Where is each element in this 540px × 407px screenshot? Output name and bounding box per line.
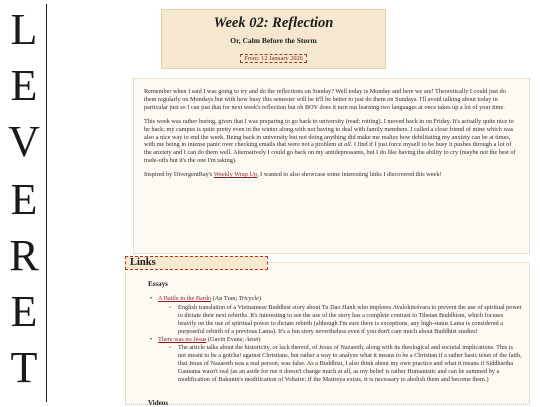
intro-paragraph [144,171,519,179]
intro-text: . I find if I just force myself to be busy it pushes through a lot of the anxiety and I can do them well. Alternatively I could go back on my antidepressants, but I do like having the ability to cry (maybe not the best of trade-offs but it's the one I'm taking). [144,141,516,165]
circle-bullet-icon: ◦ [169,303,172,311]
essays-heading: Essays [148,280,168,288]
intro-section [133,78,530,254]
circle-bullet-icon: ◦ [169,344,172,352]
essay-description-text: English translation of a Vietnamese Buddhist story about Tu Dao Hanh who implores Avalokiteśvara to prevent the use of spiritual power to dictate their next rebirths. It's interesting to see the use of the story has a complete contrast to Tibetan Buddhism, which focuses heavily on the use of spiritual power to dictate rebirth (although I'm sure there is exceptions, any high-status Lama is considered a purposeful rebirth of a previous Lama). It's a fun story nevertheless even if you don't care much about Buddhist studies! [178,303,522,335]
sidebar-divider [46,4,47,402]
essay-description [158,344,522,384]
post-header [161,9,386,69]
sidebar-letter: R [9,231,39,280]
list-item [150,295,522,336]
site-sidebar [0,0,50,405]
sidebar-letter: L [10,5,38,54]
list-item [150,336,522,384]
essay-link[interactable]: A Battle in the Bardo [158,295,212,302]
essay-author: (Gavin Evans; [206,335,246,343]
sidebar-letter: E [10,287,38,336]
videos-heading: Videos [148,399,168,407]
essay-source: Aeon [245,335,259,343]
post-date: From: 12 January 2026 [240,54,307,63]
essay-author-close: ) [258,295,261,302]
intro-paragraph: Remember when I said I was going to try and do the reflections on Sunday? Well today is Monday and here we are! Theoretically I could just do them regularly on Mondays but with how busy this semester will be it'll be better to just do them on Sundays. I'll avoid talking about today in particular just so I can just that for next week's reflection but oh BOY does it turn out learning two languages at once takes up a lot of your time. [144,88,506,111]
essay-link[interactable]: There was no Jesus [158,335,207,343]
weekly-wrap-up-link[interactable]: Weekly Wrap Up [213,171,258,179]
essay-author: (An Tran; [211,295,239,302]
essays-list [150,295,522,384]
intro-paragraph [144,118,519,165]
post-subtitle: Or, Calm Before the Storm [230,36,317,45]
essay-author-close: ) [258,335,261,343]
post-title: Week 02: Reflection [213,15,334,31]
essay-source: Tricycle [238,295,259,302]
sidebar-letter: E [10,61,38,110]
essay-description-text: The article talks about the historicity, or lack thereof, of Jesus of Nazareth, along with its theological and societal implications. This is not meant to be a gotcha! against Christians, but rather a way to analyze what it means to be a Christian if a rather basic tenet of the faith, that Jesus of Nazareth was a real person, was false. As a Buddhist, I also think about my own practice and what it means if Siddhartha Gautama wasn't real (as an aside for me it doesn't change much at all, as my belief is rather Humanistic and can be summed by a modification of Bakunin's modification of Voltaire: If the Maitreya exists, it is necessary to abolish them and become them.) [178,344,522,384]
bullet-icon: • [150,335,153,343]
intro-text: This week was rather boring, given that I was preparing to go back to university (read: rotting). I moved back in on Friday. It's actually quite nice to be back; my campus is quite pretty even in the winter along with not having to deal with family members. I called a close friend of mine which was also a nice way to end the week. Being back in university but not doing anything did make me realize how debilitating my anxiety can be at times, with me being in intense panic over checking emails that were not a problem [144,117,514,149]
intro-text: , I wanted to also showcase some interesting links I discovered this week! [257,171,442,179]
bullet-icon: • [150,295,153,302]
sidebar-letter: T [10,343,38,392]
sidebar-letter: V [8,117,40,166]
essay-description [158,304,522,336]
sidebar-letter: E [10,175,38,224]
intro-emphasis: at all [337,141,351,149]
links-heading: Links [125,256,268,270]
intro-text: Inspired by DivergentRay's [144,171,214,179]
